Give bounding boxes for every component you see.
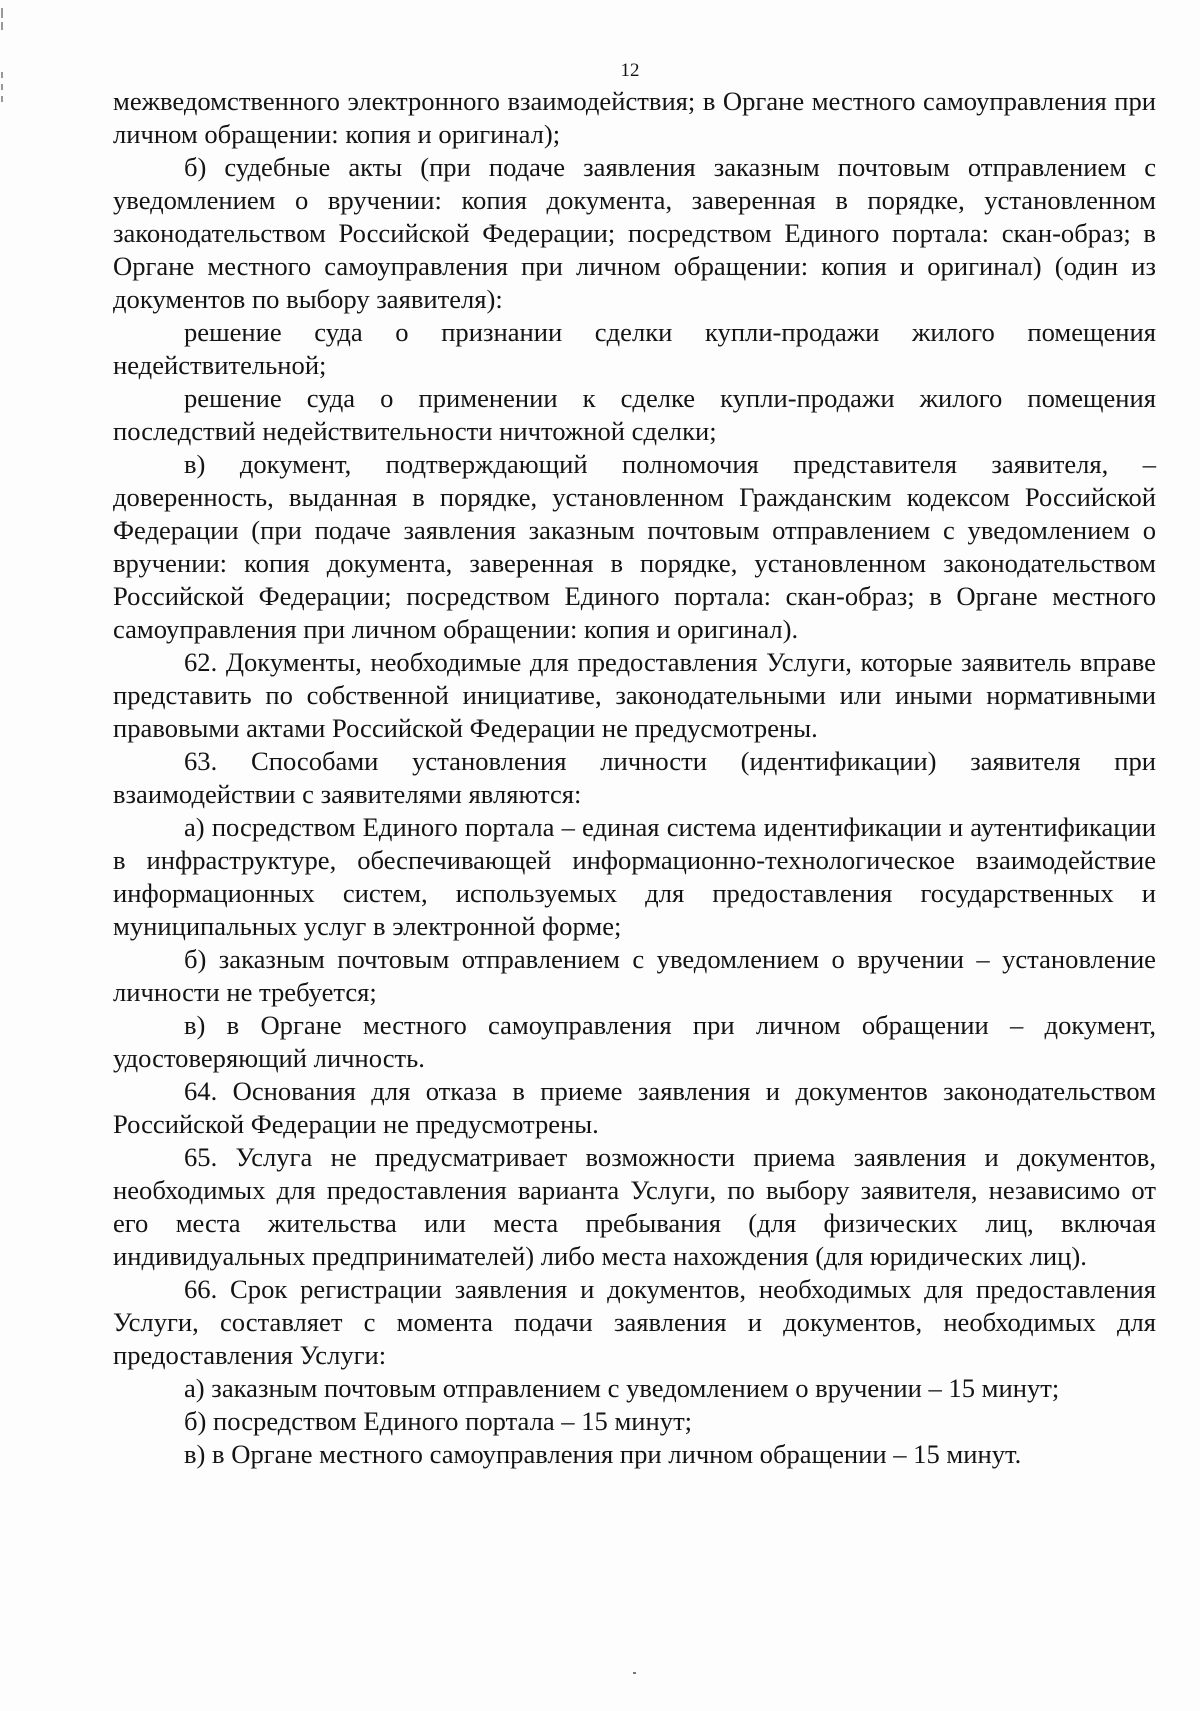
paragraph-66: 66. Срок регистрации заявления и документов, необходимых для предоставления Услуги, составляет с момента подачи заявления и документов, необходимых для предоставления Услуги: [113, 1274, 1156, 1370]
paragraph-62: 62. Документы, необходимые для предоставления Услуги, которые заявитель вправе представить по собственной инициативе, законодательными или иными нормативными правовыми актами Российской Федерации не предусмотрены. [113, 647, 1156, 743]
paragraph-court-acts: б) судебные акты (при подаче заявления заказным почтовым отправлением с уведомлением о вручении: копия документа, заверенная в порядке, установленном законодательством Российской Федерации; посредством Единого портала: скан-образ; в Органе местного самоуправления при личном обращении: копия и оригинал) (один из документов по выбору заявителя): [113, 152, 1156, 314]
page-number: 12 [620, 60, 640, 81]
paragraph-63-c: в) в Органе местного самоуправления при личном обращении – документ, удостоверяющий личность. [113, 1010, 1156, 1073]
paragraph-66-b: б) посредством Единого портала – 15 минут; [184, 1406, 693, 1436]
paragraph-power-of-attorney: в) документ, подтверждающий полномочия представителя заявителя, – доверенность, выданная в порядке, установленном Гражданским кодексом Российской Федерации (при подаче заявления заказным почтовым отправлением с уведомлением о вручении: копия документа, заверенная в порядке, установленном законодательством Российской Федерации; посредством Единого портала: скан-образ; в Органе местного самоуправления при личном обращении: копия и оригинал). [113, 449, 1156, 644]
paragraph-void-deal-consequences: решение суда о применении к сделке купли-продажи жилого помещения последствий недействительности ничтожной сделки; [113, 383, 1156, 446]
paragraph-66-a: а) заказным почтовым отправлением с уведомлением о вручении – 15 минут; [184, 1373, 1060, 1403]
paragraph-invalid-deal: решение суда о признании сделки купли-продажи жилого помещения недействительной; [113, 317, 1156, 380]
paragraph-66-c: в) в Органе местного самоуправления при личном обращении – 15 минут. [184, 1439, 1022, 1469]
paragraph-63-a: а) посредством Единого портала – единая система идентификации и аутентификации в инфраструктуре, обеспечивающей информационно-технологическое взаимодействие информационных систем, используемых для предоставления государственных и муниципальных услуг в электронной форме; [113, 812, 1156, 941]
paragraph-continuation: межведомственного электронного взаимодействия; в Органе местного самоуправления при личном обращении: копия и оригинал); [113, 86, 1156, 149]
paragraph-63: 63. Способами установления личности (идентификации) заявителя при взаимодействии с заявителями являются: [113, 746, 1156, 809]
paragraph-64: 64. Основания для отказа в приеме заявления и документов законодательством Российской Федерации не предусмотрены. [113, 1076, 1156, 1139]
document-body [113, 85, 1156, 1471]
scan-speck [633, 1672, 636, 1674]
paragraph-65: 65. Услуга не предусматривает возможности приема заявления и документов, необходимых для предоставления варианта Услуги, по выбору заявителя, независимо от его места жительства или места пребывания (для физических лиц, включая индивидуальных предпринимателей) либо места нахождения (для юридических лиц). [113, 1142, 1156, 1271]
paragraph-63-b: б) заказным почтовым отправлением с уведомлением о вручении – установление личности не требуется; [113, 944, 1156, 1007]
